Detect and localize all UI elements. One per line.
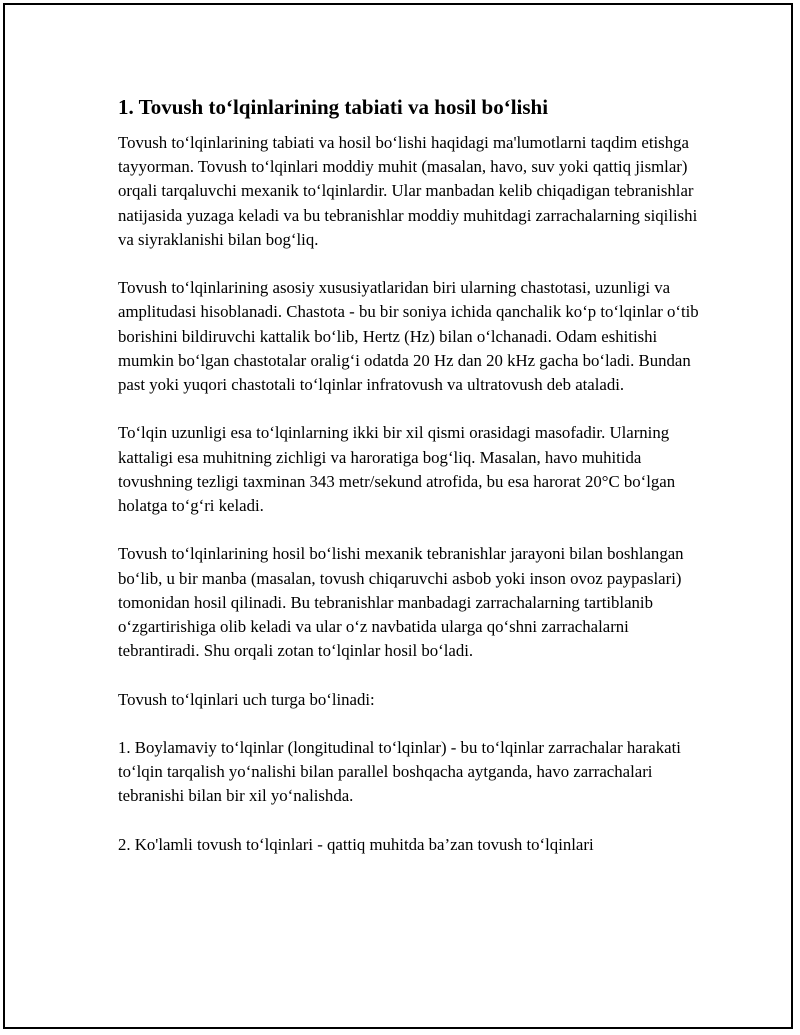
paragraph-formation: Tovush to‘lqinlarining hosil bo‘lishi mexanik tebranishlar jarayoni bilan boshlangan bo‘lib, u bir manba (masalan, tovush chiqaruvchi asbob yoki inson ovoz paypaslari) tomonidan hosil qilinadi. Bu tebranishlar manbadagi zarrachalarning tartiblanib o‘zgartirishiga olib keladi va ular o‘z navbatida ularga qo‘shni zarrachalarni tebrantiradi. Shu orqali zotan to‘lqinlar hosil bo‘ladi. bbox=[118, 544, 684, 661]
list-item-transverse: 2. Ko'lamli tovush to‘lqinlari - qattiq muhitda ba’zan tovush to‘lqinlari bbox=[118, 834, 594, 854]
document-body bbox=[118, 93, 703, 857]
paragraph-frequency: Tovush to‘lqinlarining asosiy xususiyatlaridan biri ularning chastotasi, uzunligi va amplitudasi hisoblanadi. Chastota - bu bir soniya ichida qanchalik ko‘p to‘lqinlar o‘tib borishini bildiruvchi kattalik bo‘lib, Hertz (Hz) bilan o‘lchanadi. Odam eshitishi mumkin bo‘lgan chastotalar oralig‘i odatda 20 Hz dan 20 kHz gacha bo‘ladi. Bundan past yoki yuqori chastotali to‘lqinlar infratovush va ultratovush deb ataladi. bbox=[118, 278, 699, 395]
paragraph-types-intro: Tovush to‘lqinlari uch turga bo‘linadi: bbox=[118, 689, 375, 709]
paragraph-wavelength: To‘lqin uzunligi esa to‘lqinlarning ikki bir xil qismi orasidagi masofadir. Ularning kattaligi esa muhitning zichligi va haroratiga bog‘liq. Masalan, havo muhitida tovushning tezligi taxminan 343 metr/sekund atrofida, bu esa harorat 20°C bo‘lgan holatga to‘g‘ri keladi. bbox=[118, 423, 676, 516]
section-heading: 1. Tovush to‘lqinlarining tabiati va hosil bo‘lishi bbox=[118, 95, 549, 119]
paragraph-nature: Tovush to‘lqinlarining tabiati va hosil bo‘lishi haqidagi ma'lumotlarni taqdim etishga tayyorman. Tovush to‘lqinlari moddiy muhit (masalan, havo, suv yoki qattiq jismlar) orqali tarqaluvchi mexanik to‘lqinlardir. Ular manbadan kelib chiqadigan tebranishlar natijasida yuzaga keladi va bu tebranishlar moddiy muhitdagi zarrachalarning siqilishi va siyraklanishi bilan bog‘liq. bbox=[118, 133, 698, 249]
list-item-longitudinal: 1. Boylamaviy to‘lqinlar (longitudinal to‘lqinlar) - bu to‘lqinlar zarrachalar harakati to‘lqin tarqalish yo‘nalishi bilan parallel boshqacha aytganda, havo zarrachalari tebranishi bilan bir xil yo‘nalishda. bbox=[118, 738, 681, 806]
